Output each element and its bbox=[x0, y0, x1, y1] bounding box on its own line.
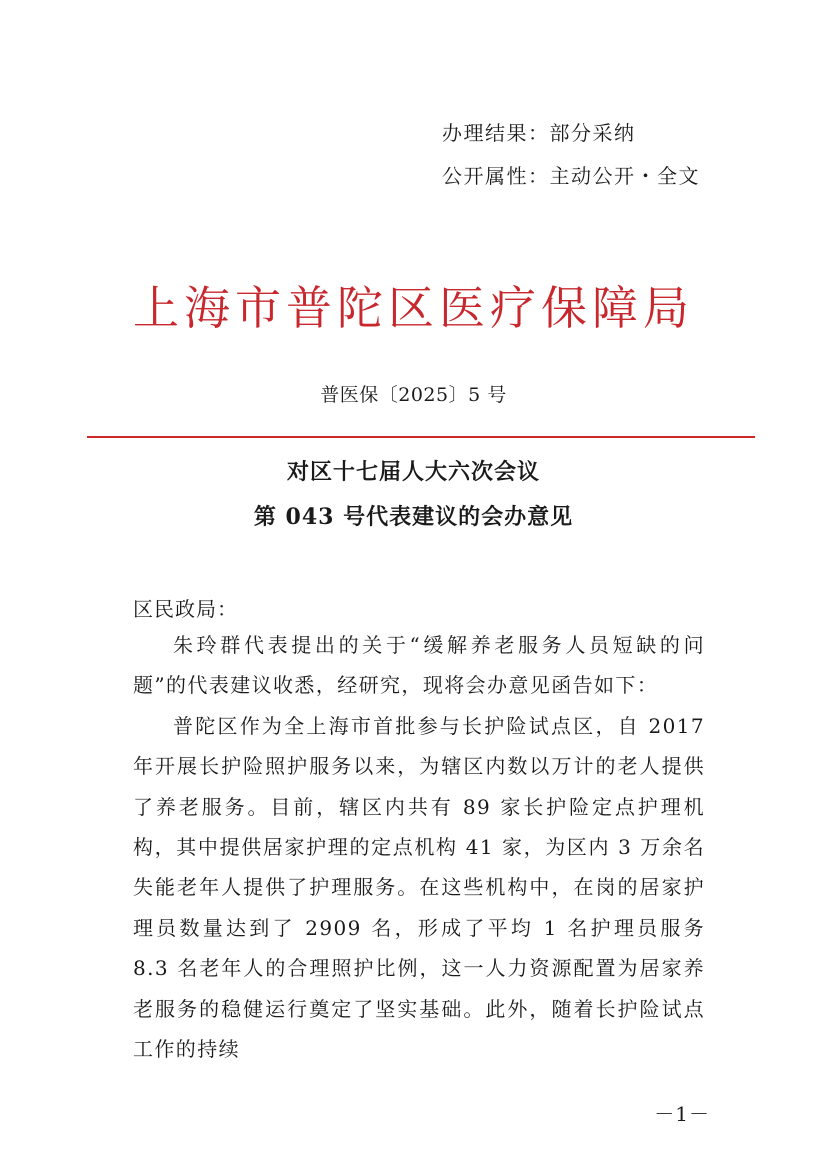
document-number: 普医保〔2025〕5 号 bbox=[320, 384, 507, 406]
handling-result: 办理结果：部分采纳 bbox=[442, 121, 636, 145]
red-divider-line bbox=[87, 436, 755, 438]
disclosure-attribute: 公开属性：主动公开・全文 bbox=[442, 164, 700, 188]
document-title-line-2: 第 043 号代表建议的会办意见 bbox=[253, 504, 574, 530]
body-text bbox=[133, 625, 705, 1069]
salutation: 区民政局： bbox=[133, 597, 238, 621]
issuer-letterhead: 上海市普陀区医疗保障局 bbox=[133, 281, 694, 335]
page-number: －1－ bbox=[654, 1102, 710, 1126]
body-paragraph-2: 普陀区作为全上海市首批参与长护险试点区，自 2017 年开展长护险照护服务以来，为辖区内数以万计的老人提供了养老服务。目前，辖区内共有 89 家长护险定点护理机构，其中提供居家护理的定点机构 41 家，为区内 3 万余名失能老年人提供了护理服务。在这些机构中，在岗的居家护理员数量达到了 2909 名，形成了平均 1 名护理员服务 8.3 名老年人的合理照护比例，这一人力资源配置为居家养老服务的稳健运行奠定了坚实基础。此外，随着长护险试点工作的持续 bbox=[133, 713, 705, 1062]
document-title-line-1: 对区十七届人大六次会议 bbox=[286, 459, 540, 485]
body-paragraph-1: 朱玲群代表提出的关于“缓解养老服务人员短缺的问题”的代表建议收悉，经研究，现将会办意见函告如下： bbox=[133, 633, 705, 698]
